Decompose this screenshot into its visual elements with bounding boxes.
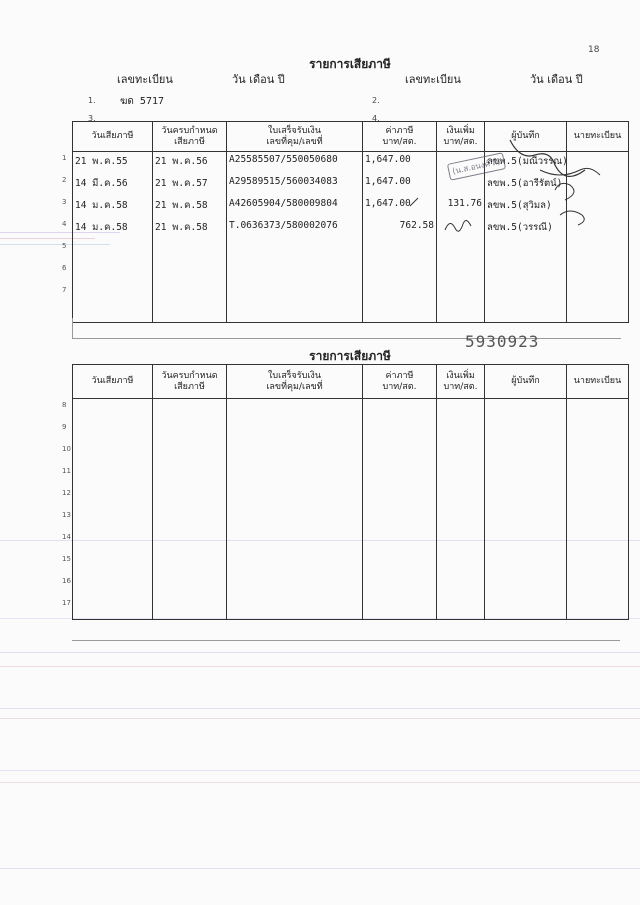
row-index: 15 bbox=[62, 555, 71, 563]
header-receipt-text: ใบเสร็จรับเงิน เลขที่คุม/เลขที่ bbox=[266, 125, 323, 147]
cell-receipt: T.0636373/580002076 bbox=[227, 218, 363, 240]
table-row bbox=[73, 465, 629, 487]
cell-receipt bbox=[227, 597, 363, 620]
cell-registrar bbox=[567, 465, 629, 487]
header-surcharge-text: เงินเพิ่ม บาท/สต. bbox=[443, 370, 478, 392]
table-row bbox=[73, 421, 629, 443]
cell-due-date bbox=[153, 509, 227, 531]
row-index: 12 bbox=[62, 489, 71, 497]
header-tax-date: วันเสียภาษี bbox=[73, 365, 153, 399]
serial-number: 5930923 bbox=[465, 332, 540, 351]
handwritten-initials bbox=[440, 216, 480, 236]
cell-recorder bbox=[485, 531, 567, 553]
header-recorder: ผู้บันทึก bbox=[485, 122, 567, 152]
cell-recorder bbox=[485, 575, 567, 597]
row-index: 11 bbox=[62, 467, 71, 475]
sheet-bottom-edge bbox=[72, 620, 620, 641]
cell-tax-date bbox=[62, 284, 153, 322]
cell-due-date bbox=[153, 399, 227, 422]
cell-surcharge bbox=[437, 575, 485, 597]
cell-due-date: 21 พ.ค.58 bbox=[153, 196, 227, 218]
cell-surcharge bbox=[437, 487, 485, 509]
official-stamp: (น.ส.อนงค์ สี) bbox=[447, 152, 506, 180]
cell-due-date bbox=[153, 531, 227, 553]
cell-registrar bbox=[567, 284, 629, 322]
table-row bbox=[73, 509, 629, 531]
cell-text: 14 ม.ค.58 bbox=[75, 222, 128, 233]
scan-artifact bbox=[0, 666, 640, 667]
scan-artifact bbox=[0, 718, 640, 719]
header-receipt bbox=[227, 365, 363, 399]
cell-surcharge bbox=[437, 509, 485, 531]
cell-surcharge bbox=[437, 262, 485, 284]
row-index: 8 bbox=[62, 401, 67, 409]
cell-registrar bbox=[567, 509, 629, 531]
row-index: 1 bbox=[62, 154, 67, 162]
table-header-row bbox=[73, 365, 629, 399]
cell-tax bbox=[363, 597, 437, 620]
cell-tax bbox=[363, 465, 437, 487]
header-due-date-text: วันครบกำหนด เสียภาษี bbox=[161, 125, 218, 147]
cell-due-date bbox=[153, 553, 227, 575]
cell-tax-date bbox=[62, 196, 153, 218]
cell-surcharge bbox=[437, 531, 485, 553]
row-index: 2 bbox=[62, 176, 67, 184]
scan-artifact bbox=[0, 652, 640, 653]
cell-recorder: ลขพ.5(สุวิมล) bbox=[485, 196, 567, 218]
cell-surcharge: 131.76 bbox=[437, 196, 485, 218]
cell-receipt: A25585507/550050680 bbox=[227, 152, 363, 175]
row-index: 3 bbox=[62, 198, 67, 206]
cell-tax-date bbox=[62, 240, 153, 262]
cell-surcharge bbox=[437, 240, 485, 262]
header-receipt bbox=[227, 122, 363, 152]
cell-due-date bbox=[153, 597, 227, 620]
handwritten-signature bbox=[500, 130, 620, 240]
row-index: 17 bbox=[62, 599, 71, 607]
cell-due-date: 21 พ.ค.57 bbox=[153, 174, 227, 196]
table-row bbox=[73, 240, 629, 262]
plate-line-number: 4. bbox=[372, 114, 380, 123]
scan-artifact bbox=[0, 868, 640, 869]
table-row bbox=[73, 399, 629, 422]
date-label-right: วัน เดือน ปี bbox=[530, 73, 583, 86]
cell-recorder bbox=[485, 487, 567, 509]
row-index: 14 bbox=[62, 533, 71, 541]
cell-surcharge bbox=[437, 421, 485, 443]
cell-surcharge bbox=[437, 465, 485, 487]
cell-receipt bbox=[227, 575, 363, 597]
header-due-date-text: วันครบกำหนด เสียภาษี bbox=[161, 370, 218, 392]
cell-recorder bbox=[485, 284, 567, 322]
cell-tax: 1,647.00 bbox=[363, 196, 437, 218]
cell-tax-date bbox=[62, 553, 153, 575]
cell-due-date bbox=[153, 421, 227, 443]
cell-registrar bbox=[567, 240, 629, 262]
tax-record-table-bottom bbox=[62, 364, 629, 620]
plate-line-number: 1. bbox=[88, 96, 96, 105]
top-section-title: รายการเสียภาษี bbox=[309, 57, 391, 71]
cell-recorder bbox=[485, 553, 567, 575]
cell-tax-date bbox=[62, 443, 153, 465]
cell-registrar bbox=[567, 597, 629, 620]
date-label-left: วัน เดือน ปี bbox=[232, 73, 285, 86]
cell-tax bbox=[363, 509, 437, 531]
row-index: 13 bbox=[62, 511, 71, 519]
scan-artifact bbox=[0, 782, 640, 783]
cell-receipt bbox=[227, 531, 363, 553]
cell-due-date: 21 พ.ค.58 bbox=[153, 218, 227, 240]
cell-recorder bbox=[485, 509, 567, 531]
cell-recorder: ลขพ.5(มณีวรรณ) bbox=[485, 152, 567, 175]
table-row bbox=[73, 443, 629, 465]
table-row bbox=[73, 284, 629, 322]
table-row bbox=[73, 262, 629, 284]
cell-due-date bbox=[153, 240, 227, 262]
plate-label-left: เลขทะเบียน bbox=[117, 73, 173, 86]
cell-due-date bbox=[153, 465, 227, 487]
table-row bbox=[73, 597, 629, 620]
cell-tax-date bbox=[62, 465, 153, 487]
cell-recorder bbox=[485, 597, 567, 620]
plate-label-right: เลขทะเบียน bbox=[405, 73, 461, 86]
page-number: 18 bbox=[588, 45, 600, 55]
table-row bbox=[73, 531, 629, 553]
cell-surcharge bbox=[437, 284, 485, 322]
cell-receipt bbox=[227, 509, 363, 531]
cell-tax: 1,647.00 bbox=[363, 174, 437, 196]
cell-receipt bbox=[227, 240, 363, 262]
cell-tax bbox=[363, 262, 437, 284]
row-index: 10 bbox=[62, 445, 71, 453]
table-row bbox=[73, 487, 629, 509]
cell-tax: 762.58 bbox=[363, 218, 437, 240]
plate-value: ฆด 5717 bbox=[120, 96, 165, 107]
cell-text: 14 ม.ค.58 bbox=[75, 200, 128, 211]
scan-artifact bbox=[0, 708, 640, 709]
cell-due-date: 21 พ.ค.56 bbox=[153, 152, 227, 175]
cell-recorder: ลขพ.5(วรรณี) bbox=[485, 218, 567, 240]
header-surcharge-text: เงินเพิ่ม บาท/สต. bbox=[443, 125, 478, 147]
cell-registrar bbox=[567, 487, 629, 509]
row-index: 7 bbox=[62, 286, 67, 294]
cell-tax bbox=[363, 531, 437, 553]
cell-tax-date bbox=[62, 509, 153, 531]
header-due-date bbox=[153, 122, 227, 152]
cell-tax bbox=[363, 553, 437, 575]
plate-line-number: 2. bbox=[372, 96, 380, 105]
row-index: 9 bbox=[62, 423, 67, 431]
cell-due-date bbox=[153, 443, 227, 465]
cell-surcharge bbox=[437, 597, 485, 620]
cell-registrar bbox=[567, 399, 629, 422]
cell-registrar bbox=[567, 575, 629, 597]
cell-receipt bbox=[227, 465, 363, 487]
row-index: 5 bbox=[62, 242, 67, 250]
cell-receipt: A29589515/560034083 bbox=[227, 174, 363, 196]
cell-receipt bbox=[227, 421, 363, 443]
header-recorder: ผู้บันทึก bbox=[485, 365, 567, 399]
cell-registrar bbox=[567, 531, 629, 553]
cell-due-date bbox=[153, 284, 227, 322]
cell-surcharge bbox=[437, 399, 485, 422]
handwritten-tick bbox=[408, 196, 420, 208]
cell-registrar bbox=[567, 553, 629, 575]
plate-line-number: 3. bbox=[88, 114, 96, 123]
header-registrar: นายทะเบียน bbox=[567, 365, 629, 399]
cell-tax-date bbox=[62, 399, 153, 422]
cell-due-date bbox=[153, 262, 227, 284]
cell-tax-date bbox=[62, 218, 153, 240]
header-tax bbox=[363, 122, 437, 152]
cell-receipt bbox=[227, 399, 363, 422]
cell-receipt bbox=[227, 487, 363, 509]
cell-receipt bbox=[227, 262, 363, 284]
cell-surcharge bbox=[437, 443, 485, 465]
header-surcharge bbox=[437, 365, 485, 399]
header-surcharge bbox=[437, 122, 485, 152]
cell-recorder: ลขพ.5(อารีรัตน์) bbox=[485, 174, 567, 196]
cell-tax-date bbox=[62, 262, 153, 284]
row-index: 16 bbox=[62, 577, 71, 585]
cell-receipt bbox=[227, 284, 363, 322]
cell-tax-date bbox=[62, 597, 153, 620]
table-row bbox=[73, 575, 629, 597]
header-tax-text: ค่าภาษี บาท/สต. bbox=[382, 125, 417, 147]
cell-tax-date bbox=[62, 421, 153, 443]
cell-tax bbox=[363, 399, 437, 422]
cell-recorder bbox=[485, 443, 567, 465]
cell-due-date bbox=[153, 575, 227, 597]
header-tax bbox=[363, 365, 437, 399]
bottom-table-body bbox=[62, 399, 629, 620]
row-index: 4 bbox=[62, 220, 67, 228]
cell-receipt bbox=[227, 443, 363, 465]
header-due-date bbox=[153, 365, 227, 399]
cell-registrar bbox=[567, 262, 629, 284]
cell-registrar bbox=[567, 421, 629, 443]
scan-artifact bbox=[0, 770, 640, 771]
cell-surcharge bbox=[437, 553, 485, 575]
row-index: 6 bbox=[62, 264, 67, 272]
cell-recorder bbox=[485, 399, 567, 422]
cell-tax bbox=[363, 575, 437, 597]
cell-tax-date bbox=[62, 152, 153, 175]
cell-registrar bbox=[567, 443, 629, 465]
header-receipt-text: ใบเสร็จรับเงิน เลขที่คุม/เลขที่ bbox=[266, 370, 323, 392]
header-registrar: นายทะเบียน bbox=[567, 122, 629, 152]
cell-receipt: A42605904/580009804 bbox=[227, 196, 363, 218]
cell-tax-date bbox=[62, 531, 153, 553]
header-tax-date: วันเสียภาษี bbox=[73, 122, 153, 152]
cell-tax-date bbox=[62, 575, 153, 597]
cell-tax bbox=[363, 284, 437, 322]
cell-recorder bbox=[485, 262, 567, 284]
header-tax-text: ค่าภาษี บาท/สต. bbox=[382, 370, 417, 392]
bottom-section-title: รายการเสียภาษี bbox=[309, 349, 391, 363]
cell-text: 14 มี.ค.56 bbox=[75, 178, 128, 189]
cell-tax bbox=[363, 240, 437, 262]
cell-tax-date bbox=[62, 174, 153, 196]
cell-text: 21 พ.ค.55 bbox=[75, 156, 128, 167]
cell-recorder bbox=[485, 465, 567, 487]
cell-tax-date bbox=[62, 487, 153, 509]
cell-due-date bbox=[153, 487, 227, 509]
cell-tax: 1,647.00 bbox=[363, 152, 437, 175]
cell-recorder bbox=[485, 240, 567, 262]
cell-receipt bbox=[227, 553, 363, 575]
cell-tax bbox=[363, 443, 437, 465]
cell-recorder bbox=[485, 421, 567, 443]
table-row bbox=[73, 553, 629, 575]
cell-tax bbox=[363, 487, 437, 509]
cell-tax bbox=[363, 421, 437, 443]
